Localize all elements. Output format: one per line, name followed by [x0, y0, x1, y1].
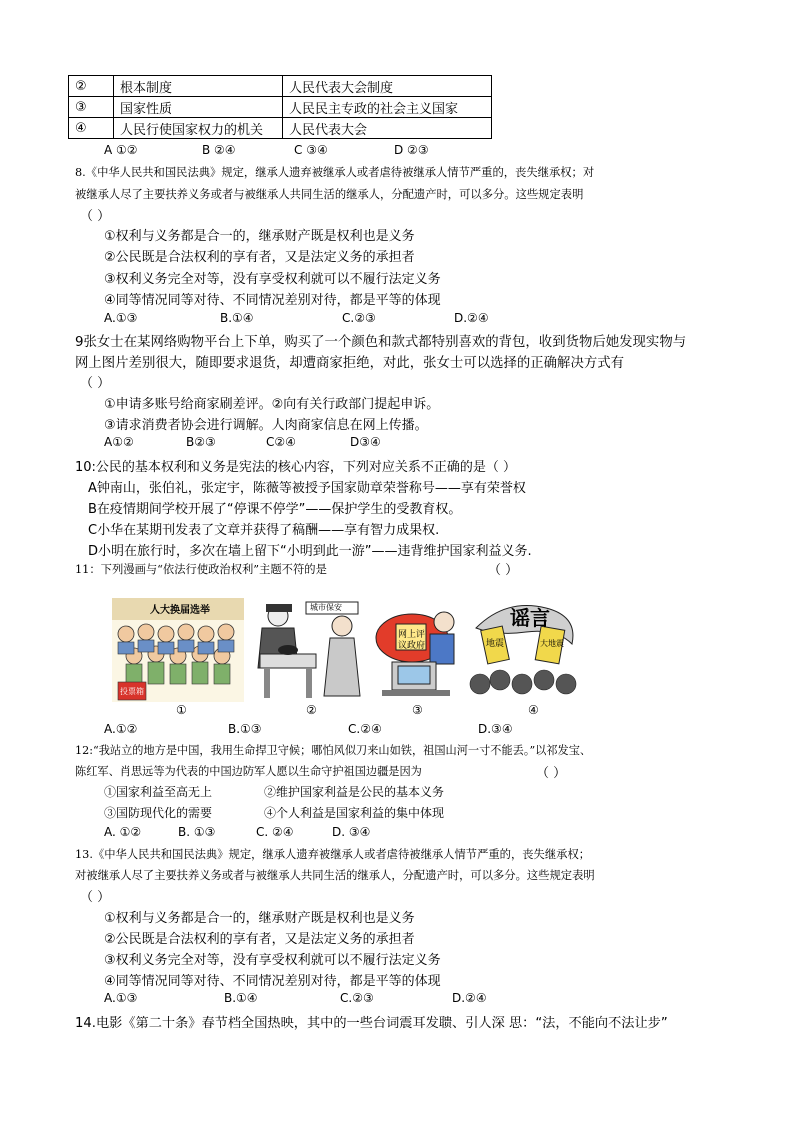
option-c[interactable]: C. ②④ [256, 825, 294, 839]
q9-answer-blank[interactable]: （ ） [80, 376, 111, 391]
table-row [69, 97, 492, 118]
cartoon-2-sign: 城市保安 [310, 603, 342, 612]
q13-statement-2: ②公民既是合法权利的享有者，又是法定义务的承担者 [104, 932, 415, 947]
cartoon-caption-3: ③ [412, 703, 423, 717]
q12-stem-line2: 陈红军、肖思远等为代表的中国边防军人愿以生命守护祖国边疆是因为 [75, 765, 422, 778]
option-a[interactable]: A.①③ [104, 311, 138, 325]
option-b[interactable]: B.①③ [228, 722, 262, 736]
q13-stem-line2: 对被继承人尽了主要扶养义务或者与被继承人共同生活的继承人，分配遗产时，可以多分。这些规定表明 [75, 869, 595, 882]
cartoon-caption-4: ④ [528, 703, 539, 717]
option-c[interactable]: C.②④ [348, 722, 382, 736]
cartoon-rumor [466, 598, 584, 702]
row-right: 人民代表大会制度 [283, 76, 492, 97]
q8-stem-line2: 被继承人尽了主要扶养义务或者与被继承人共同生活的继承人，分配遗产时，可以多分。这些规定表明 [75, 188, 584, 201]
option-d[interactable]: D ②③ [394, 143, 429, 157]
q9-stem-line1: 9张女士在某网络购物平台上下单，购买了一个颜色和款式都特别喜欢的背包，收到货物后她发现实物与 [75, 335, 687, 350]
row-number: ② [69, 76, 114, 97]
q8-statement-1: ①权利与义务都是合一的，继承财产既是权利也是义务 [104, 229, 415, 244]
q8-answer-blank[interactable]: （ ） [80, 209, 111, 224]
option-a[interactable]: A①② [104, 435, 134, 449]
q14-stem: 14.电影《第二十条》春节档全国热映，其中的一些台词震耳发聩、引人深 思：“法，不能向不法让步” [75, 1016, 668, 1031]
option-a[interactable]: A.①③ [104, 991, 138, 1005]
q8-statement-3: ③权利义务完全对等，没有享受权利就可以不履行法定义务 [104, 272, 441, 287]
option-c[interactable]: C ③④ [294, 143, 328, 157]
q13-answer-blank[interactable]: （ ） [80, 890, 111, 905]
q10-option-a[interactable]: A钟南山，张伯礼，张定宇，陈薇等被授予国家勋章荣誉称号——享有荣誉权 [88, 481, 526, 496]
cartoon-3-label-a: 网上评 [398, 630, 426, 640]
q13-statement-3: ③权利义务完全对等，没有享受权利就可以不履行法定义务 [104, 953, 441, 968]
option-c[interactable]: C.②③ [342, 311, 376, 325]
table-row [69, 76, 492, 97]
row-left: 人民行使国家权力的机关 [114, 118, 283, 139]
q9-statement-1: ①申请多账号给商家刷差评。②向有关行政部门提起申诉。 [104, 397, 440, 412]
q12-statement-2: ②维护国家利益是公民的基本义务 [264, 785, 445, 799]
option-b[interactable]: B ②④ [202, 143, 236, 157]
q12-statement-4: ④个人利益是国家利益的集中体现 [264, 806, 445, 820]
option-a[interactable]: A ①② [104, 143, 138, 157]
row-right: 人民代表大会 [283, 118, 492, 139]
q10-option-c[interactable]: C小华在某期刊发表了文章并获得了稿酬——享有智力成果权. [88, 523, 440, 538]
row-right: 人民民主专政的社会主义国家 [283, 97, 492, 118]
cartoon-1-title: 人大换届选举 [150, 605, 210, 616]
row-number: ④ [69, 118, 114, 139]
option-d[interactable]: D.②④ [454, 311, 489, 325]
option-d[interactable]: D.③④ [478, 722, 513, 736]
q8-statement-2: ②公民既是合法权利的享有者，又是法定义务的承担者 [104, 250, 415, 265]
q9-statement-2: ③请求消费者协会进行调解。人肉商家信息在网上传播。 [104, 418, 428, 433]
q13-statement-4: ④同等情况同等对待、不同情况差别对待，都是平等的体现 [104, 974, 441, 989]
cartoon-election [112, 598, 244, 702]
q12-stem-line1: 12:“我站立的地方是中国，我用生命捍卫守候；哪怕风似刀来山如铁，祖国山河一寸不能丢。”以祁发宝、 [75, 744, 592, 757]
constitution-table [68, 75, 492, 139]
cartoon-4-label-a: 地震 [486, 639, 505, 649]
cartoon-3-label-b: 议政府 [398, 641, 426, 651]
option-d[interactable]: D. ③④ [332, 825, 371, 839]
cartoon-caption-1: ① [176, 703, 187, 717]
cartoon-1-box-label: 投票箱 [120, 687, 144, 696]
option-a[interactable]: A.①② [104, 722, 138, 736]
q10-option-d[interactable]: D小明在旅行时，多次在墙上留下“小明到此一游”——违背维护国家利益义务. [88, 544, 532, 559]
cartoon-police-phone [250, 598, 368, 702]
q9-stem-line2: 网上图片差别很大，随即要求退货，却遭商家拒绝，对此，张女士可以选择的正确解决方式有 [75, 356, 625, 371]
q13-statement-1: ①权利与义务都是合一的，继承财产既是权利也是义务 [104, 911, 415, 926]
option-b[interactable]: B.①④ [224, 991, 258, 1005]
cartoon-caption-2: ② [306, 703, 317, 717]
q10-option-b[interactable]: B在疫情期间学校开展了“停课不停学”——保护学生的受教育权。 [88, 502, 462, 517]
cartoon-4-label-b: 大地震 [540, 639, 564, 648]
option-d[interactable]: D③④ [350, 435, 381, 449]
option-d[interactable]: D.②④ [452, 991, 487, 1005]
q12-statement-1: ①国家利益至高无上 [104, 785, 213, 799]
row-left: 国家性质 [114, 97, 283, 118]
row-number: ③ [69, 97, 114, 118]
q12-statement-3: ③国防现代化的需要 [104, 806, 213, 820]
table-row [69, 118, 492, 139]
option-b[interactable]: B. ①③ [178, 825, 216, 839]
q11-answer-blank[interactable]: （ ） [488, 563, 519, 578]
cartoon-4-title: 谣言 [510, 606, 550, 630]
row-left: 根本制度 [114, 76, 283, 97]
q8-stem-line1: 8.《中华人民共和国民法典》规定，继承人遗弃被继承人或者虐待被继承人情节严重的，丧失继承权；对 [75, 166, 595, 179]
q12-answer-blank[interactable]: （ ） [536, 766, 567, 781]
q13-stem-line1: 13.《中华人民共和国民法典》规定，继承人遗弃被继承人或者虐待被继承人情节严重的，丧失继承权； [75, 848, 591, 861]
option-b[interactable]: B②③ [186, 435, 216, 449]
cartoon-online-comment [372, 598, 462, 702]
q11-stem: 11：下列漫画与“依法行使政治权利”主题不符的是 [75, 563, 327, 576]
q8-statement-4: ④同等情况同等对待、不同情况差别对待，都是平等的体现 [104, 293, 441, 308]
option-b[interactable]: B.①④ [220, 311, 254, 325]
option-c[interactable]: C②④ [266, 435, 296, 449]
option-a[interactable]: A. ①② [104, 825, 142, 839]
q10-stem: 10:公民的基本权利和义务是宪法的核心内容，下列对应关系不正确的是（ ） [75, 460, 517, 475]
option-c[interactable]: C.②③ [340, 991, 374, 1005]
